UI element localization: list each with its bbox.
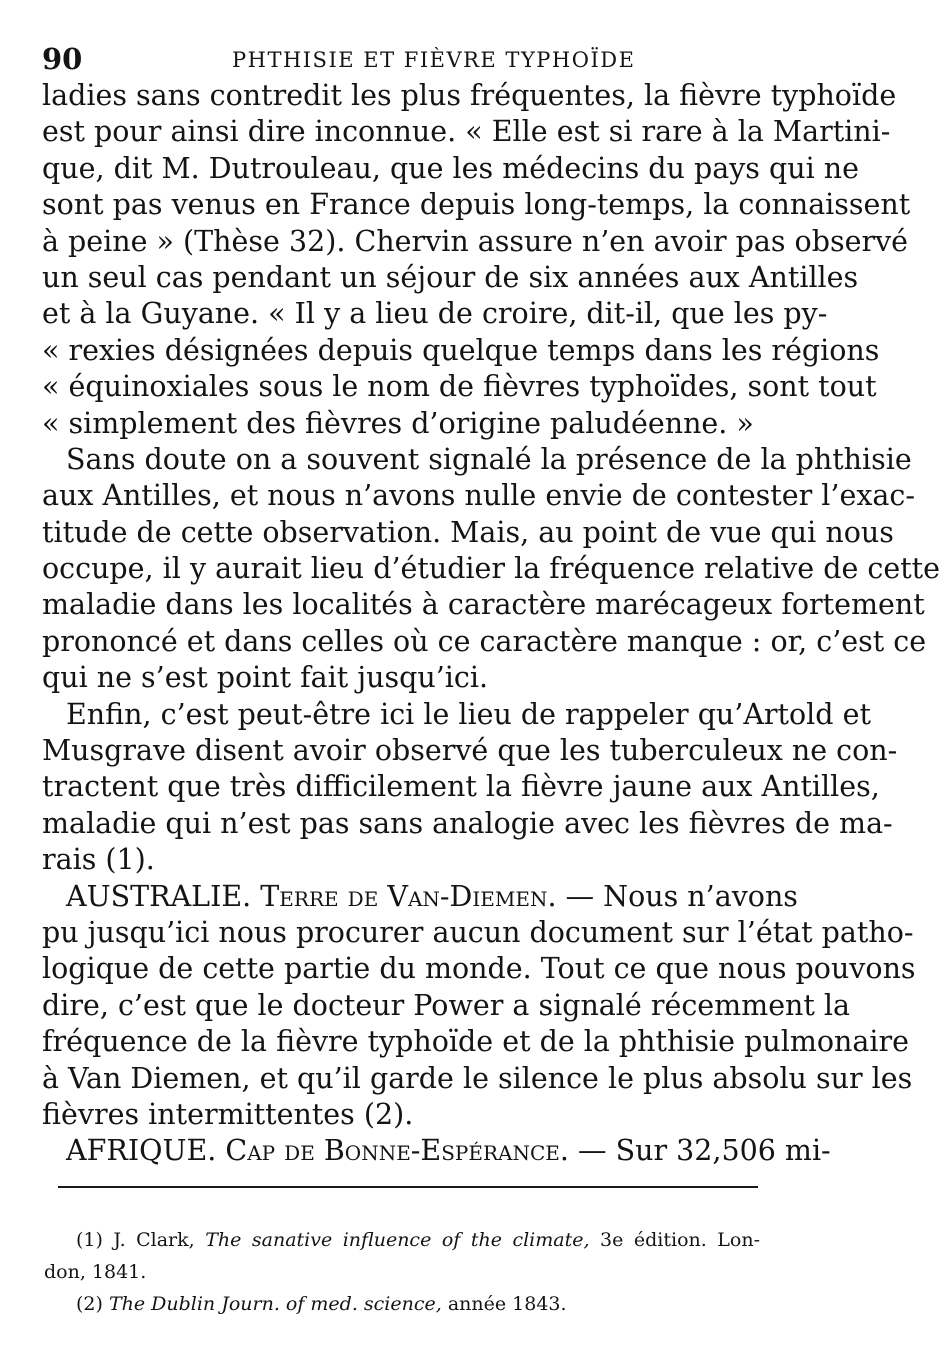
text-line: aux Antilles, et nous n’avons nulle envie de contester l’exac- [42,479,915,513]
text-line: maladie qui n’est pas sans analogie avec les fièvres de ma- [42,806,893,840]
text-line: Enfin, c’est peut-être ici le lieu de rappeler qu’Artold et [66,697,871,731]
section-heading-text: — Sur 32,506 mi- [568,1134,831,1168]
text-line: « rexies désignées depuis quelque temps dans les régions [42,333,880,367]
section-subheading: Cap de Bonne-Espérance. [225,1134,569,1168]
text-line: est pour ainsi dire inconnue. « Elle est si rare à la Martini- [42,115,891,149]
text-line: maladie dans les localités à caractère marécageux fortement [42,588,925,622]
footnote-1-author: (1) J. Clark, [76,1229,206,1251]
body-text [42,78,940,1170]
footnote-rule [58,1186,758,1188]
page-header [42,38,760,78]
text-line: occupe, il y aurait lieu d’étudier la fréquence relative de cette [42,552,940,586]
text-line: pu jusqu’ici nous procurer aucun document sur l’état patho- [42,915,914,949]
text-line: tractent que très difficilement la fièvre jaune aux Antilles, [42,770,880,804]
text-line: Sans doute on a souvent signalé la présence de la phthisie [66,442,912,476]
section-heading: AFRIQUE. [66,1134,217,1168]
text-line: dire, c’est que le docteur Power a signalé récemment la [42,988,851,1022]
text-line: un seul cas pendant un séjour de six années aux Antilles [42,260,859,294]
section-heading-line [42,1133,831,1169]
text-line: « équinoxiales sous le nom de fièvres typhoïdes, sont tout [42,370,877,404]
page-number: 90 [42,42,83,76]
text-line: Musgrave disent avoir observé que les tuberculeux ne con- [42,734,898,768]
footnote-2 [54,1288,760,1320]
section-heading-line [42,879,798,915]
text-line: et à la Guyane. « Il y a lieu de croire, dit-il, que les py- [42,297,828,331]
text-line: « simplement des fièvres d’origine paludéenne. » [42,406,754,440]
text-line: à peine » (Thèse 32). Chervin assure n’en avoir pas observé [42,224,909,258]
footnote-2-number: (2) [76,1293,109,1315]
text-line: que, dit M. Dutrouleau, que les médecins du pays qui ne [42,151,859,185]
footnote-1 [54,1224,760,1256]
text-line: à Van Diemen, et qu’il garde le silence le plus absolu sur les [42,1061,913,1095]
footnote-2-title: The Dublin Journ. of med. science, [108,1293,442,1315]
text-line: logique de cette partie du monde. Tout ce que nous pouvons [42,952,916,986]
text-line: ladies sans contredit les plus fréquentes, la fièvre typhoïde [42,79,897,112]
footnote-2-year: année 1843. [441,1293,567,1315]
footnote-1-continued: don, 1841. [44,1261,147,1283]
text-line: qui ne s’est point fait jusqu’ici. [42,661,489,695]
text-line: prononcé et dans celles où ce caractère manque : or, c’est ce [42,624,927,658]
section-heading: AUSTRALIE. [66,879,252,913]
footnote-1-edition: 3e édition. Lon- [589,1229,761,1251]
text-line: titude de cette observation. Mais, au point de vue qui nous [42,515,894,549]
text-line: fréquence de la fièvre typhoïde et de la phthisie pulmonaire [42,1025,909,1059]
text-line: sont pas venus en France depuis long-temps, la connaissent [42,188,911,222]
footnote-1-title: The sanative influence of the climate, [205,1229,590,1251]
text-line: rais (1). [42,843,155,877]
section-heading-text: — Nous n’avons [556,879,798,913]
section-subheading: Terre de Van-Diemen. [260,879,557,913]
footnotes [44,1224,761,1320]
running-title: PHTHISIE ET FIÈVRE TYPHOÏDE [232,48,636,72]
text-line: fièvres intermittentes (2). [42,1097,414,1131]
